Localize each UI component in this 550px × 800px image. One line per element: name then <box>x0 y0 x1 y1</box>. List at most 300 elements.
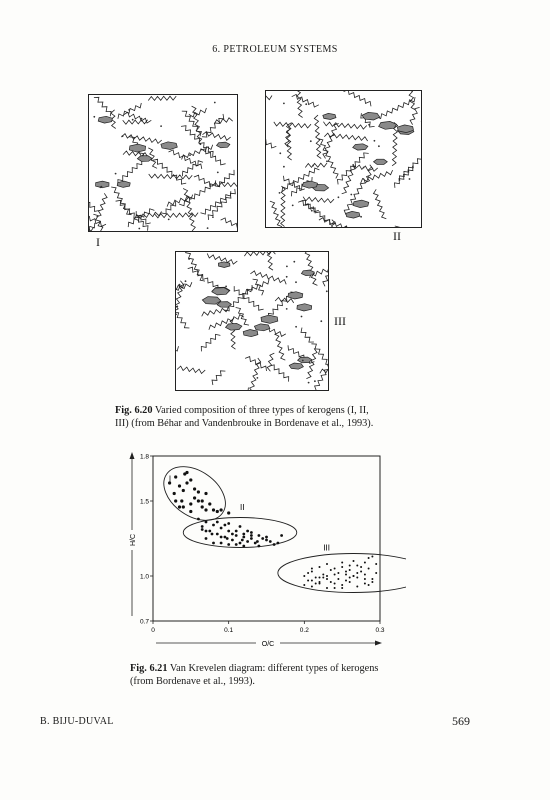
heteroatom-dot <box>292 205 294 207</box>
chain-segment <box>194 175 215 186</box>
data-point-type-ii <box>201 528 204 531</box>
aromatic-ring <box>129 144 145 152</box>
chain-segment <box>169 150 202 169</box>
y-tick-label: 1.8 <box>139 453 149 461</box>
chain-segment <box>212 371 225 385</box>
heteroatom-dot <box>189 154 191 156</box>
data-point-type-i <box>201 499 204 502</box>
chain-segment <box>253 279 264 295</box>
heteroatom-dot <box>137 216 139 218</box>
chain-segment <box>176 346 179 366</box>
data-point-type-i <box>178 484 181 487</box>
heteroatom-dot <box>295 326 297 328</box>
data-point-type-iii <box>326 578 328 580</box>
data-point-type-iii <box>364 574 366 576</box>
data-point-type-i <box>189 478 192 481</box>
aromatic-ring <box>117 181 130 187</box>
data-point-type-ii <box>242 536 245 539</box>
chain-segment <box>399 159 421 181</box>
data-point-type-i <box>182 489 185 492</box>
data-point-type-ii <box>205 521 208 524</box>
heteroatom-dot <box>214 102 216 104</box>
heteroatom-dot <box>283 166 285 168</box>
data-point-type-ii <box>201 525 204 528</box>
heteroatom-dot <box>293 261 295 263</box>
data-point-type-iii <box>356 572 358 574</box>
chain-segment <box>303 197 334 203</box>
data-point-type-i <box>201 505 204 508</box>
heteroatom-dot <box>286 308 288 310</box>
data-point-type-ii <box>250 534 253 537</box>
data-point-type-iii <box>375 563 377 565</box>
chain-segment <box>296 91 302 118</box>
data-point-type-i <box>178 505 181 508</box>
data-point-type-iii <box>341 587 343 589</box>
chain-segment <box>111 187 131 215</box>
chain-segment <box>342 165 355 194</box>
aromatic-ring <box>346 211 360 218</box>
data-point-type-ii <box>256 540 259 543</box>
aromatic-ring <box>98 116 112 123</box>
y-axis-label: H/C <box>130 533 137 547</box>
heteroatom-dot <box>212 216 214 218</box>
chain-segment <box>244 252 275 256</box>
heteroatom-dot <box>314 380 316 382</box>
data-point-type-ii <box>220 542 223 545</box>
chain-segment <box>148 96 176 100</box>
data-point-type-iii <box>356 577 358 579</box>
chain-segment <box>202 307 229 316</box>
data-point-type-ii <box>235 534 238 537</box>
van-krevelen-chart <box>116 450 406 650</box>
heteroatom-dot <box>207 227 209 229</box>
aromatic-ring <box>353 200 369 208</box>
data-point-type-ii <box>208 530 211 533</box>
panel-label-i: I <box>96 235 100 249</box>
data-point-type-ii <box>250 531 253 534</box>
data-point-type-iii <box>341 584 343 586</box>
heteroatom-dot <box>326 160 328 162</box>
data-point-type-iii <box>330 581 332 583</box>
chain-segment <box>395 166 413 188</box>
data-point-type-ii <box>226 537 229 540</box>
aromatic-ring <box>226 323 242 330</box>
figure-6-21-label: Fig. 6.21 <box>130 663 168 674</box>
aromatic-ring <box>137 156 152 162</box>
data-point-type-iii <box>319 583 321 585</box>
series-annotation-i: I <box>168 474 172 484</box>
heteroatom-dot <box>176 306 178 308</box>
y-tick-label: 0.7 <box>139 618 149 626</box>
heteroatom-dot <box>200 143 202 145</box>
heteroatom-dot <box>168 219 170 221</box>
chain-segment <box>305 163 327 168</box>
chain-segment <box>94 97 111 116</box>
chain-segment <box>149 174 193 179</box>
data-point-type-ii <box>265 539 268 542</box>
figure-6-20-label: Fig. 6.20 <box>115 405 153 416</box>
chain-segment <box>301 328 314 343</box>
heteroatom-dot <box>283 103 285 105</box>
heteroatom-dot <box>308 382 310 384</box>
figure-6-20-caption <box>115 404 385 430</box>
data-point-type-i <box>208 502 211 505</box>
data-point-type-iii <box>368 568 370 570</box>
chain-segment <box>177 366 205 373</box>
aromatic-ring <box>288 292 303 299</box>
data-point-type-iii <box>311 571 313 573</box>
data-point-type-iii <box>307 572 309 574</box>
heteroatom-dot <box>378 145 380 147</box>
data-point-type-ii <box>239 525 242 528</box>
data-point-type-iii <box>349 581 351 583</box>
chain-segment <box>275 297 294 303</box>
chain-segment <box>153 159 187 184</box>
data-point-type-iii <box>368 584 370 586</box>
data-point-type-i <box>174 475 177 478</box>
heteroatom-dot <box>257 377 259 379</box>
heteroatom-dot <box>360 216 362 218</box>
chain-segment <box>179 180 216 205</box>
data-point-type-i <box>185 471 188 474</box>
kerogen-structure-iii <box>176 252 328 390</box>
data-point-type-ii <box>216 521 219 524</box>
data-point-type-ii <box>216 533 219 536</box>
data-point-type-iii <box>341 566 343 568</box>
heteroatom-dot <box>188 258 190 260</box>
data-point-type-iii <box>337 578 339 580</box>
data-point-type-iii <box>311 586 313 588</box>
data-point-type-iii <box>371 556 373 558</box>
data-point-type-iii <box>307 580 309 582</box>
data-point-type-iii <box>353 560 355 562</box>
aromatic-ring <box>323 113 336 119</box>
chain-segment <box>267 353 274 371</box>
data-point-type-i <box>204 508 207 511</box>
data-point-type-ii <box>246 530 249 533</box>
data-point-type-iii <box>360 566 362 568</box>
chain-segment <box>306 349 317 379</box>
figure-6-21-text: Van Krevelen diagram: different types of kerogens (from Bordenave et al., 1993). <box>130 663 379 687</box>
data-point-type-iii <box>315 583 317 585</box>
heteroatom-dot <box>295 281 297 283</box>
chain-segment <box>269 365 288 382</box>
data-point-type-iii <box>319 577 321 579</box>
heteroatom-dot <box>286 276 288 278</box>
heteroatom-dot <box>225 286 227 288</box>
chain-segment <box>182 161 203 177</box>
data-point-type-iii <box>368 557 370 559</box>
data-point-type-iii <box>315 577 317 579</box>
data-point-type-i <box>189 502 192 505</box>
heteroatom-dot <box>160 125 162 127</box>
heteroatom-dot <box>217 172 219 174</box>
heteroatom-dot <box>310 140 312 142</box>
data-point-type-i <box>220 508 223 511</box>
data-point-type-iii <box>319 566 321 568</box>
aromatic-ring <box>96 181 109 188</box>
aromatic-ring <box>374 159 388 164</box>
series-annotation-ii: II <box>240 503 245 512</box>
data-point-type-ii <box>235 530 238 533</box>
data-point-type-iii <box>349 569 351 571</box>
chain-segment <box>266 133 276 148</box>
y-tick-label: 1.0 <box>139 573 149 581</box>
data-point-type-ii <box>250 537 253 540</box>
data-point-type-iii <box>364 578 366 580</box>
data-point-type-ii <box>224 524 227 527</box>
heteroatom-dot <box>115 173 117 175</box>
x-axis-label: O/C <box>261 641 275 648</box>
chain-segment <box>236 308 249 326</box>
kerogen-panel-type-ii <box>265 90 422 228</box>
data-point-type-i <box>197 499 200 502</box>
data-point-type-i <box>174 499 177 502</box>
y-tick-label: 1.5 <box>139 498 149 506</box>
heteroatom-dot <box>312 165 314 167</box>
chain-segment <box>96 193 107 217</box>
data-point-type-iii <box>364 562 366 564</box>
chain-segment <box>230 318 235 349</box>
panel-label-iii: III <box>334 314 346 328</box>
data-point-type-i <box>216 510 219 513</box>
chain-segment <box>304 252 318 285</box>
aromatic-ring <box>161 142 177 150</box>
heteroatom-dot <box>311 210 313 212</box>
chain-segment <box>281 186 286 227</box>
series-annotation-iii: III <box>323 543 330 553</box>
chain-segment <box>270 201 282 227</box>
data-point-type-iii <box>322 574 324 576</box>
data-point-type-ii <box>258 545 261 548</box>
chain-segment <box>183 189 195 232</box>
heteroatom-dot <box>374 140 376 142</box>
heteroatom-dot <box>286 266 288 268</box>
data-point-type-iii <box>349 577 351 579</box>
data-point-type-iii <box>303 584 305 586</box>
aromatic-ring <box>362 112 380 120</box>
chain-segment <box>208 189 235 220</box>
aromatic-ring <box>289 363 303 369</box>
author-name: B. BIJU-DUVAL <box>40 716 114 727</box>
data-point-type-iii <box>311 568 313 570</box>
heteroatom-dot <box>179 284 181 286</box>
data-point-type-iii <box>345 580 347 582</box>
figure-6-21-caption <box>130 662 385 688</box>
aromatic-ring <box>302 181 317 188</box>
chain-segment <box>176 298 189 329</box>
chain-segment <box>189 108 207 117</box>
chain-segment <box>89 216 106 226</box>
data-point-type-i <box>212 508 215 511</box>
chain-segment <box>245 357 266 371</box>
data-point-type-iii <box>353 575 355 577</box>
aromatic-ring <box>297 304 312 311</box>
data-point-type-ii <box>280 534 283 537</box>
chain-segment <box>93 214 112 231</box>
data-point-type-ii <box>224 536 227 539</box>
chain-segment <box>392 122 398 166</box>
chain-segment <box>323 122 366 129</box>
data-point-type-iii <box>326 575 328 577</box>
page-number: 569 <box>452 714 470 728</box>
chain-segment <box>116 200 148 230</box>
data-point-type-ii <box>258 534 261 537</box>
heteroatom-dot <box>305 103 307 105</box>
type-i-envelope <box>154 456 236 532</box>
y-arrow-head <box>130 452 135 459</box>
chain-segment <box>298 200 319 212</box>
heteroatom-dot <box>185 280 187 282</box>
data-point-type-ii <box>246 540 249 543</box>
data-point-type-ii <box>220 527 223 530</box>
x-tick-label: 0.2 <box>299 627 309 634</box>
kerogen-structure-ii <box>266 91 421 227</box>
heteroatom-dot <box>138 228 140 230</box>
data-point-type-iii <box>337 572 339 574</box>
aromatic-ring <box>261 315 278 323</box>
chain-segment <box>274 122 311 128</box>
heteroatom-dot <box>279 152 281 154</box>
data-point-type-iii <box>349 565 351 567</box>
heteroatom-dot <box>409 178 411 180</box>
kerogen-panel-type-i <box>88 94 238 232</box>
chain-segment <box>274 334 285 360</box>
data-point-type-ii <box>242 533 245 536</box>
chain-segment <box>217 388 248 391</box>
data-point-type-iii <box>356 586 358 588</box>
data-point-type-iii <box>311 580 313 582</box>
data-point-type-iii <box>371 578 373 580</box>
heteroatom-dot <box>368 124 370 126</box>
data-point-type-i <box>182 505 185 508</box>
data-point-type-ii <box>197 518 200 521</box>
data-point-type-ii <box>242 545 245 548</box>
data-point-type-ii <box>239 542 242 545</box>
heteroatom-dot <box>363 167 365 169</box>
heteroatom-dot <box>93 116 95 118</box>
heteroatom-dot <box>338 196 340 198</box>
data-point-type-ii <box>227 530 230 533</box>
data-point-type-ii <box>227 543 230 546</box>
data-point-type-i <box>197 490 200 493</box>
running-head: 6. PETROLEUM SYSTEMS <box>212 44 338 55</box>
data-point-type-i <box>173 492 176 495</box>
data-point-type-iii <box>356 565 358 567</box>
heteroatom-dot <box>132 119 134 121</box>
chain-segment <box>353 164 378 171</box>
data-point-type-iii <box>345 571 347 573</box>
aromatic-ring <box>298 357 312 363</box>
data-point-type-i <box>189 510 192 513</box>
data-point-type-iii <box>371 581 373 583</box>
chain-segment <box>188 267 223 290</box>
data-point-type-ii <box>231 539 234 542</box>
x-tick-label: 0.3 <box>375 627 385 634</box>
data-point-type-ii <box>265 536 268 539</box>
aromatic-ring <box>217 142 230 148</box>
data-point-type-ii <box>211 533 214 536</box>
chain-segment <box>121 134 161 144</box>
data-point-type-iii <box>334 583 336 585</box>
data-point-type-ii <box>277 542 280 545</box>
heteroatom-dot <box>326 290 328 292</box>
x-arrow-head <box>375 641 382 646</box>
heteroatom-dot <box>320 320 322 322</box>
aromatic-ring <box>353 144 368 150</box>
data-point-type-iii <box>364 583 366 585</box>
data-point-type-ii <box>220 536 223 539</box>
data-point-type-iii <box>375 572 377 574</box>
heteroatom-dot <box>350 194 352 196</box>
chain-segment <box>376 97 415 119</box>
data-point-type-iii <box>303 575 305 577</box>
data-point-type-iii <box>345 574 347 576</box>
heteroatom-dot <box>101 186 103 188</box>
data-point-type-ii <box>269 540 272 543</box>
data-point-type-iii <box>326 563 328 565</box>
chain-segment <box>89 190 99 211</box>
data-point-type-ii <box>273 543 276 546</box>
chain-segment <box>361 170 393 183</box>
data-point-type-iii <box>334 574 336 576</box>
data-point-type-i <box>185 481 188 484</box>
aromatic-ring <box>202 297 221 305</box>
data-point-type-ii <box>212 524 215 527</box>
aromatic-ring <box>217 302 232 308</box>
data-point-type-ii <box>205 537 208 540</box>
data-point-type-ii <box>261 537 264 540</box>
data-point-type-iii <box>334 587 336 589</box>
figure-6-20-text: Varied composition of three types of kerogens (I, II, III) (from Béhar and Vandenbrouke in Bordenave et al., 1993). <box>115 405 374 429</box>
chain-segment <box>292 94 319 107</box>
type-iii-envelope <box>278 554 406 593</box>
data-point-type-iii <box>360 571 362 573</box>
chain-segment <box>221 218 237 231</box>
heteroatom-dot <box>141 118 143 120</box>
heteroatom-dot <box>122 135 124 137</box>
data-point-type-ii <box>231 533 234 536</box>
data-point-type-i <box>204 492 207 495</box>
chain-segment <box>201 334 220 351</box>
aromatic-ring <box>218 262 230 268</box>
data-point-type-i <box>227 511 230 514</box>
data-point-type-iii <box>326 587 328 589</box>
data-point-type-ii <box>235 543 238 546</box>
heteroatom-dot <box>301 316 303 318</box>
data-point-type-i <box>193 487 196 490</box>
chain-segment <box>314 115 321 158</box>
kerogen-structure-i <box>89 95 237 231</box>
x-tick-label: 0 <box>151 627 155 634</box>
chain-segment <box>183 252 205 281</box>
aromatic-ring <box>254 324 270 331</box>
aromatic-ring <box>243 330 258 337</box>
chain-segment <box>374 189 387 218</box>
x-tick-label: 0.1 <box>224 627 234 634</box>
data-point-type-iii <box>341 562 343 564</box>
data-point-type-ii <box>205 530 208 533</box>
heteroatom-dot <box>302 360 304 362</box>
chain-segment <box>123 120 148 124</box>
heteroatom-dot <box>128 109 130 111</box>
data-point-type-ii <box>241 539 244 542</box>
chain-segment <box>324 133 367 141</box>
chain-segment <box>395 226 410 227</box>
data-point-type-i <box>193 496 196 499</box>
data-point-type-iii <box>322 577 324 579</box>
chain-segment <box>344 91 371 106</box>
